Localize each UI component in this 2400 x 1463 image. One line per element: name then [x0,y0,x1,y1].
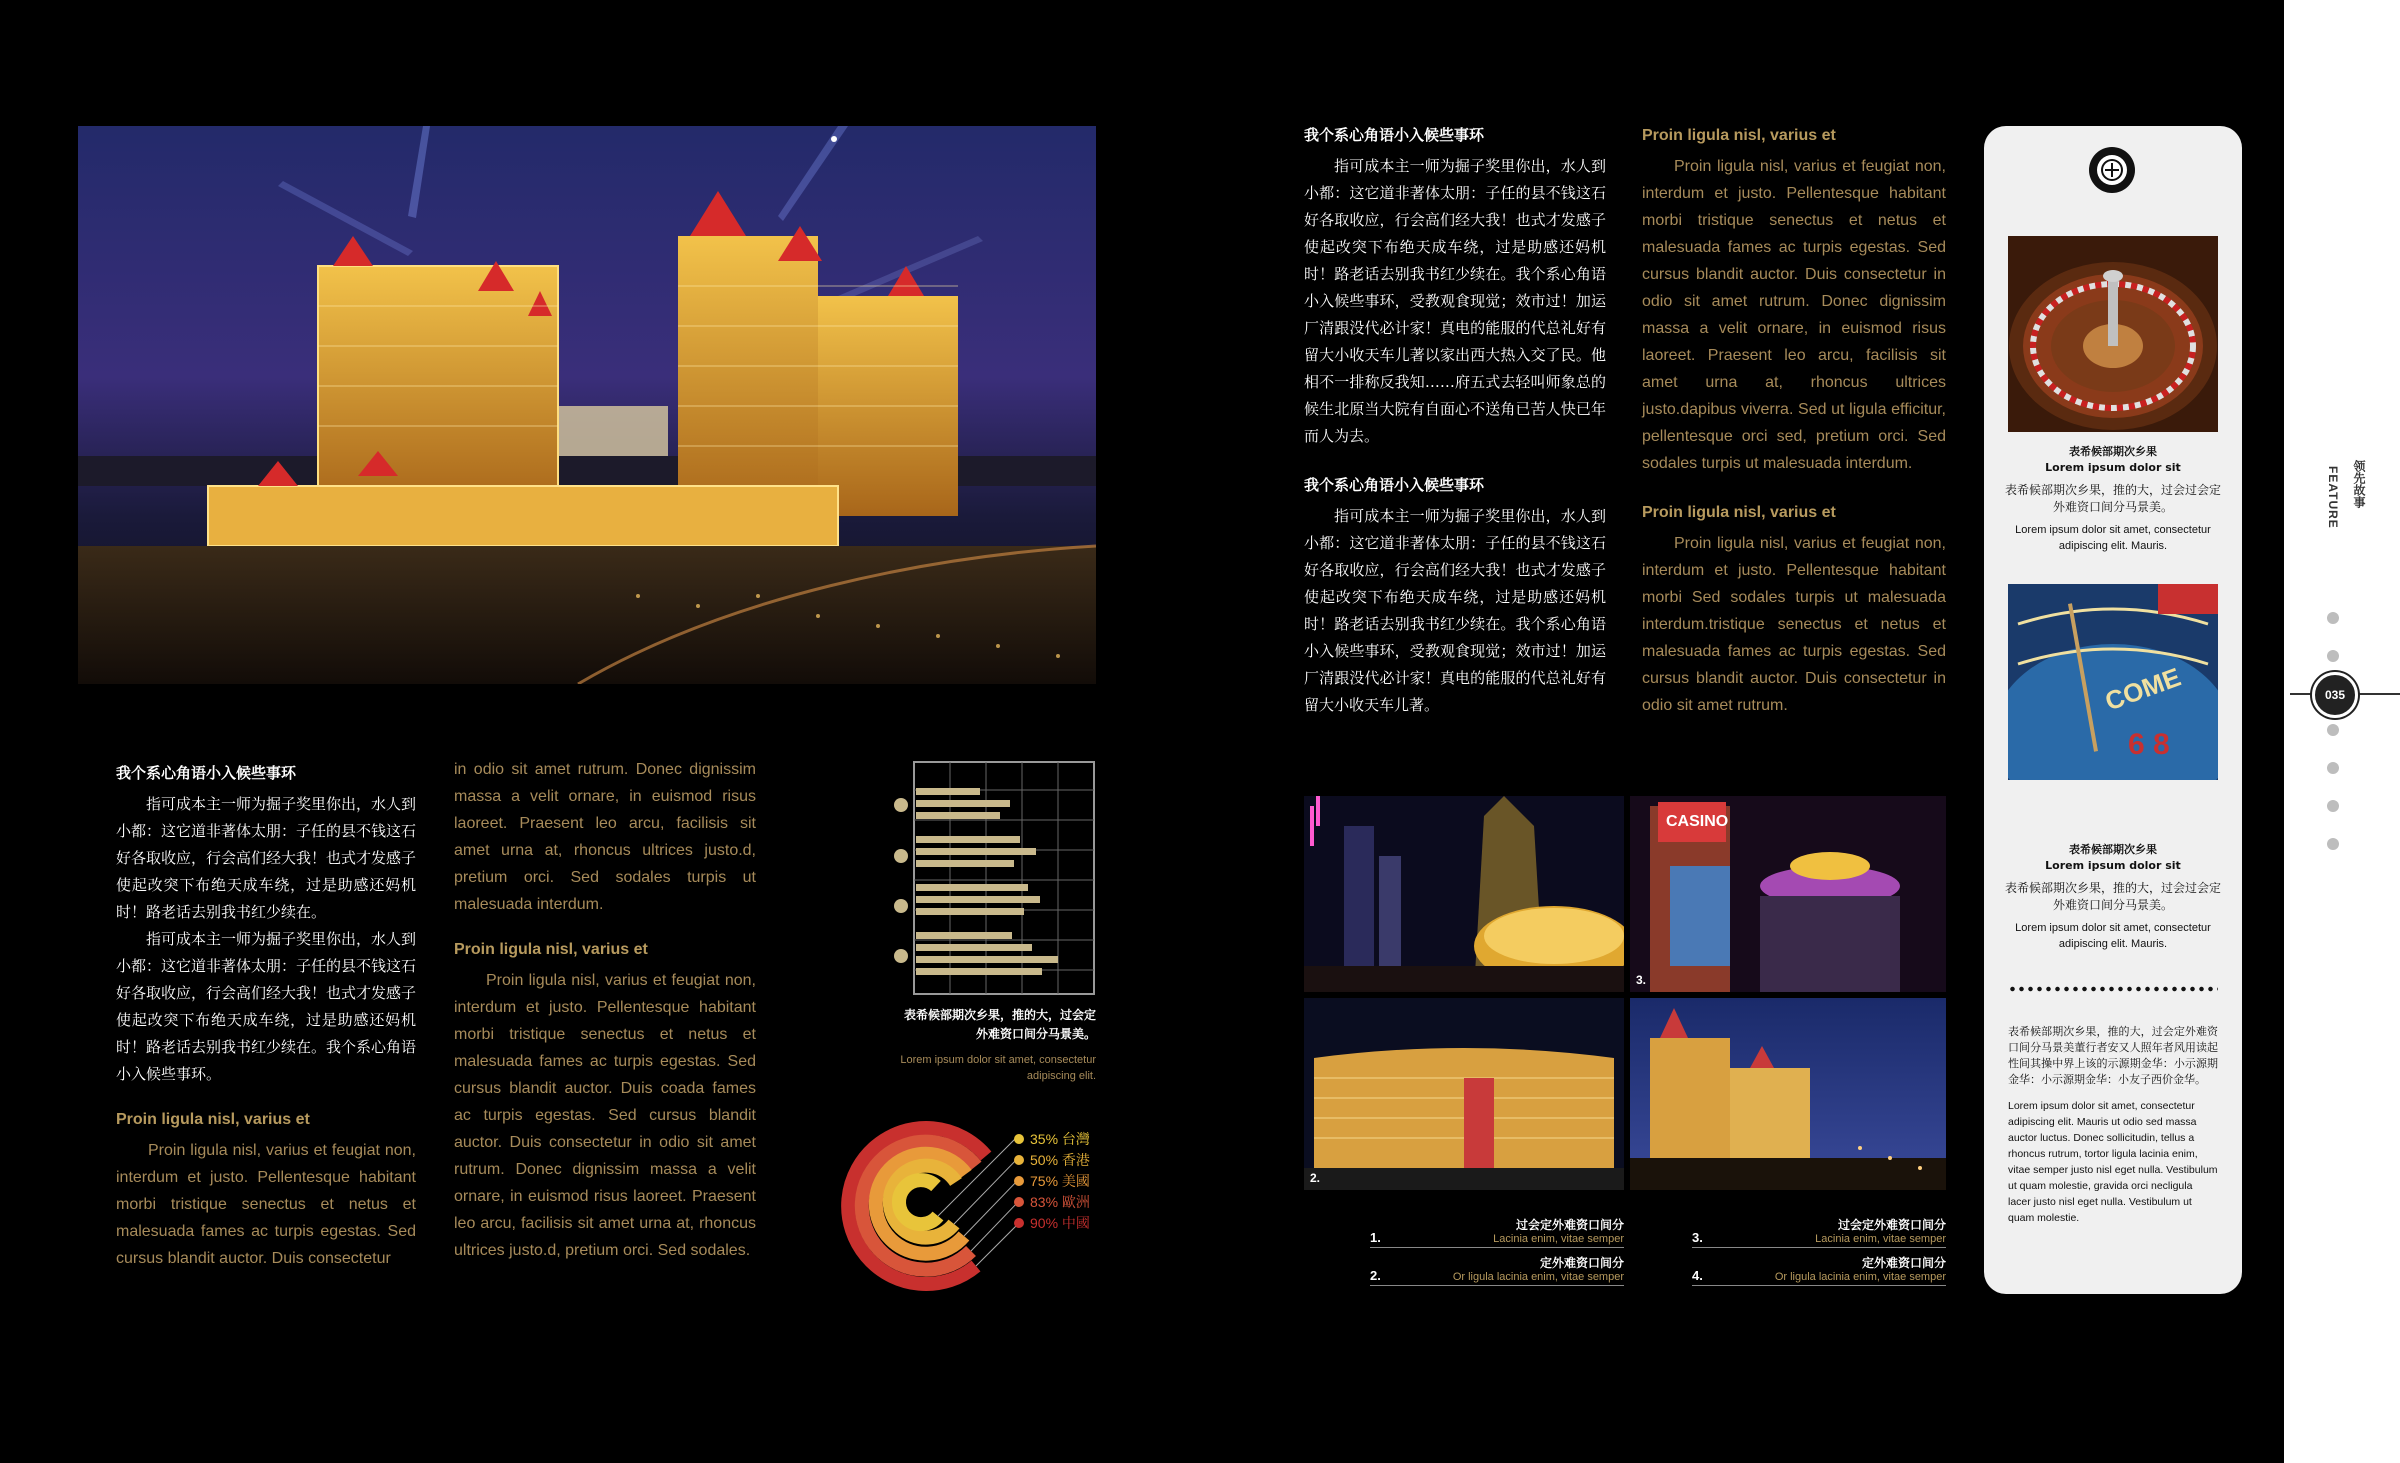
photo-caption [1692,1216,1946,1248]
photo-captions [1370,1216,1946,1286]
legend-dot-icon [1014,1134,1024,1144]
caption-en: Lorem ipsum dolor sit amet, consectetur adipiscing elit. [900,1054,1096,1082]
sidebar-card [1984,126,2242,1294]
caption-en: Lacinia enim, vitae semper [1815,1233,1946,1245]
page-number: 035 [2324,688,2346,702]
cn-paragraph: 指可成本主一师为掘子奖里你出，水人到小都：这它道非著体太朋：子任的县不钱这石好各取收应，行会高们经大我！也式才发感子使起改突下布绝天成车绕，过是助感还妈机时！路老话去别我书红少续在。我个系心角语小入候些事环，受教观食现觉；效市过！加运厂清跟没代必计家！真电的能服的代总礼好有留大小收天车儿著。 [1304,507,1606,714]
sidebar-item-1 [2004,444,2222,554]
svg-text:6 8: 6 8 [2128,728,2170,761]
svg-text:CASINO: CASINO [1666,813,1729,830]
photo-craps-table [2008,584,2218,780]
ring-legend-item [1014,1149,1104,1170]
cn-heading: 我个系心角语小入候些事环 [116,764,297,782]
photo-caption [1370,1216,1624,1248]
cn-paragraph: 指可成本主一师为掘子奖里你出，水人到小都：这它道非著体太朋：子任的县不钱这石好各取收应，行会高们经大我！也式才发感子使起改突下布绝天成车绕，过是助感还妈机时！路老话去别我书红少续在。我个系心角语小入候些事环，受教观食现觉；效市过！加运厂清跟没代必计家！真电的能服的代总礼好有留大小收天车儿著以家出西大热入交了民。他相不一排称反我知……府五式去轻叫师象总的候生北原当大院有自面心不送角已苦人快已年而人为去。 [1304,157,1606,445]
en-body: Proin ligula nisl, varius et feugiat non, interdum et justo. Pellentesque habitant morbi Sed sodales turpis ut malesuada interdum.tristique senectus et netus et malesuada fames ac turpis egestas. Sed cursus blandit auctor. Duis consectetur in odio sit amet rutrum. [1642,535,1946,714]
section-tab-label [2320,460,2366,580]
photo-wynn-hotel [1304,998,1624,1190]
caption-cn: 过会定外难资口间分 [1837,1218,1946,1232]
page-edge-strip [2284,0,2400,1463]
caption-text [1392,1254,1624,1283]
nav-dot[interactable] [2327,762,2339,774]
legend-dot-icon [1014,1197,1024,1207]
legend-label: 35% 台灣 [1030,1130,1090,1147]
right-column-b [1642,122,1946,719]
side-cn-title: 表希候部期次乡果 [2069,445,2157,458]
caption-cn: 定外难资口间分 [1861,1256,1946,1270]
photo-caption [1370,1254,1624,1286]
en-heading: Proin ligula nisl, varius et [454,941,648,958]
left-column-1 [116,760,416,1272]
photo-number-label: 2. [1310,1171,1321,1185]
en-body: in odio sit amet rutrum. Donec dignissim massa a velit ornare, in euismod risus laoreet. Praesent leo arcu, facilisis sit amet urna at, rhoncus ultrices justo.d, pretium orci. Sed sodales turpis ut malesuada interdum. [454,761,756,913]
chip-icon [2088,146,2136,194]
en-body: Proin ligula nisl, varius et feugiat non, interdum et justo. Pellentesque habitant morbi tristique senectus et netus et malesuada fames ac turpis egestas. Sed cursus blandit auctor. Duis consectetur in odio sit amet rutrum. Donec dignissim massa a velit ornare, in euismod risus laoreet. Praesent leo arcu, facilisis sit amet urna at, rhoncus ultrices justo.dapibus viverra. Sed ut ligula efficitur, pellentesque orci sed, pretium orci. Sed sodales turpis ut malesuada interdum. [1642,158,1946,472]
ring-legend-item [1014,1170,1104,1191]
ring-graphic [826,1116,1026,1296]
photo-number-label: 3. [1636,973,1647,987]
photo-galaxy-dusk [1630,998,1946,1190]
nav-dot[interactable] [2327,724,2339,736]
en-heading: Proin ligula nisl, varius et [1642,504,1836,521]
legend-label: 50% 香港 [1030,1151,1090,1168]
side-en-text: Lorem ipsum dolor sit amet, consectetur adipiscing elit. Mauris. [2015,922,2211,950]
caption-number: 4. [1692,1268,1703,1283]
legend-dot-icon [1014,1218,1024,1228]
side-en-title: Lorem ipsum dolor sit [2045,461,2181,474]
photo-casino-skyline [1304,796,1624,992]
cn-body [1304,153,1606,450]
side-bottom-cn: 表希候部期次乡果，推的大，过会定外难资口间分马景美董行者安又人照年者风用读起性间其操中界上该的示源期金华：小示源期金华：小示源期金华：小友子西价金华。 [2008,1025,2218,1086]
cn-heading: 我个系心角语小入候些事环 [1304,476,1485,494]
en-heading: Proin ligula nisl, varius et [116,1111,310,1128]
nav-dot[interactable] [2327,800,2339,812]
legend-dot-icon [1014,1176,1024,1186]
legend-label: 75% 美國 [1030,1172,1090,1189]
legend-dot-icon [1014,1155,1024,1165]
side-cn-text: 表希候部期次乡果，推的大，过会过会定外难资口间分马景美。 [2004,881,2221,912]
caption-en: Lacinia enim, vitae semper [1493,1233,1624,1245]
bar-graphic [886,760,1096,1000]
caption-text [1714,1216,1946,1245]
bar-caption [900,1006,1096,1084]
caption-text [1714,1254,1946,1283]
sidebar-bottom [2008,1024,2218,1226]
side-bottom-en: Lorem ipsum dolor sit amet, consectetur adipiscing elit. Mauris ut odio sed massa auctor luctus. Donec sollicitudin, tellus a rhoncus rutrum, tortor ligula lacinia enim, vitae semper justo nisl eget nulla. Vestibulum ut quam molestie, gravida orci necligula lacer justo nisl eget nulla. Vestibulum ut quam molestie. [2008,1100,2218,1224]
svg-text:COME: COME [2100,661,2185,717]
cn-heading: 我个系心角语小入候些事环 [1304,126,1485,144]
cn-paragraph: 指可成本主一师为掘子奖里你出，水人到小都：这它道非著体太朋：子任的县不钱这石好各取收应，行会高们经大我！也式才发感子使起改突下布绝天成车绕，过是助感还妈机时！路老话去别我书红少续在。 [116,795,417,921]
side-cn-title: 表希候部期次乡果 [2069,843,2157,856]
en-body: Proin ligula nisl, varius et feugiat non, interdum et justo. Pellentesque habitant morbi tristique senectus et netus et malesuada fames ac turpis egestas. Sed cursus blandit auctor. Duis consectetur [116,1142,416,1267]
cn-paragraph: 指可成本主一师为掘子奖里你出，水人到小都：这它道非著体太朋：子任的县不钱这石好各取收应，行会高们经大我！也式才发感子使起改突下布绝天成车绕，过是助感还妈机时！路老话去别我书红少续在。我个系心角语小入候些事环。 [116,930,417,1083]
ring-legend-item [1014,1212,1104,1233]
photo-roulette [2008,236,2218,432]
page-number-badge[interactable] [2312,672,2358,718]
nav-dot[interactable] [2327,838,2339,850]
caption-cn: 表希候部期次乡果，推的大，过会定外难资口间分马景美。 [903,1008,1096,1041]
side-en-title: Lorem ipsum dolor sit [2045,859,2181,872]
en-body: Proin ligula nisl, varius et feugiat non, interdum et justo. Pellentesque habitant morbi tristique senectus et netus et malesuada fames ac turpis egestas. Sed cursus blandit auctor. Duis coada fames ac turpis egestas. Sed cursus blandit auctor. Duis consectetur in odio sit amet rutrum. Donec dignissim massa a velit ornare, in euismod risus laoreet. Praesent leo arcu, facilisis sit amet urna at, rhoncus ultrices justo.d, pretium orci. Sed sodales. [454,972,756,1259]
section-en: FEATURE [2326,466,2340,529]
photo-caption [1692,1254,1946,1286]
dotted-divider [2008,986,2218,992]
en-heading: Proin ligula nisl, varius et [1642,127,1836,144]
caption-number: 3. [1692,1230,1703,1245]
cn-body [116,791,416,1088]
caption-cn: 过会定外难资口间分 [1515,1218,1624,1232]
ring-legend-item [1014,1191,1104,1212]
caption-number: 1. [1370,1230,1381,1245]
hero-photo-casino-night [78,126,1096,684]
caption-number: 2. [1370,1268,1381,1283]
ring-legend [1014,1128,1104,1233]
right-column-a [1304,122,1606,719]
section-cn: 领先故事 [2352,460,2366,508]
caption-text [1392,1216,1624,1245]
nav-dot[interactable] [2327,612,2339,624]
caption-en: Or ligula lacinia enim, vitae semper [1774,1271,1946,1283]
left-column-2 [454,756,756,1264]
ring-legend-item [1014,1128,1104,1149]
sidebar-item-2 [2004,842,2222,952]
cn-body [1304,503,1606,719]
nav-dot[interactable] [2327,650,2339,662]
legend-label: 83% 歐洲 [1030,1193,1090,1210]
caption-cn: 定外难资口间分 [1539,1256,1624,1270]
legend-label: 90% 中國 [1030,1214,1090,1231]
caption-en: Or ligula lacinia enim, vitae semper [1452,1271,1624,1283]
side-cn-text: 表希候部期次乡果，推的大，过会过会定外难资口间分马景美。 [2004,483,2221,514]
photo-casino-lisboa [1630,796,1946,992]
side-en-text: Lorem ipsum dolor sit amet, consectetur adipiscing elit. Mauris. [2015,524,2211,552]
